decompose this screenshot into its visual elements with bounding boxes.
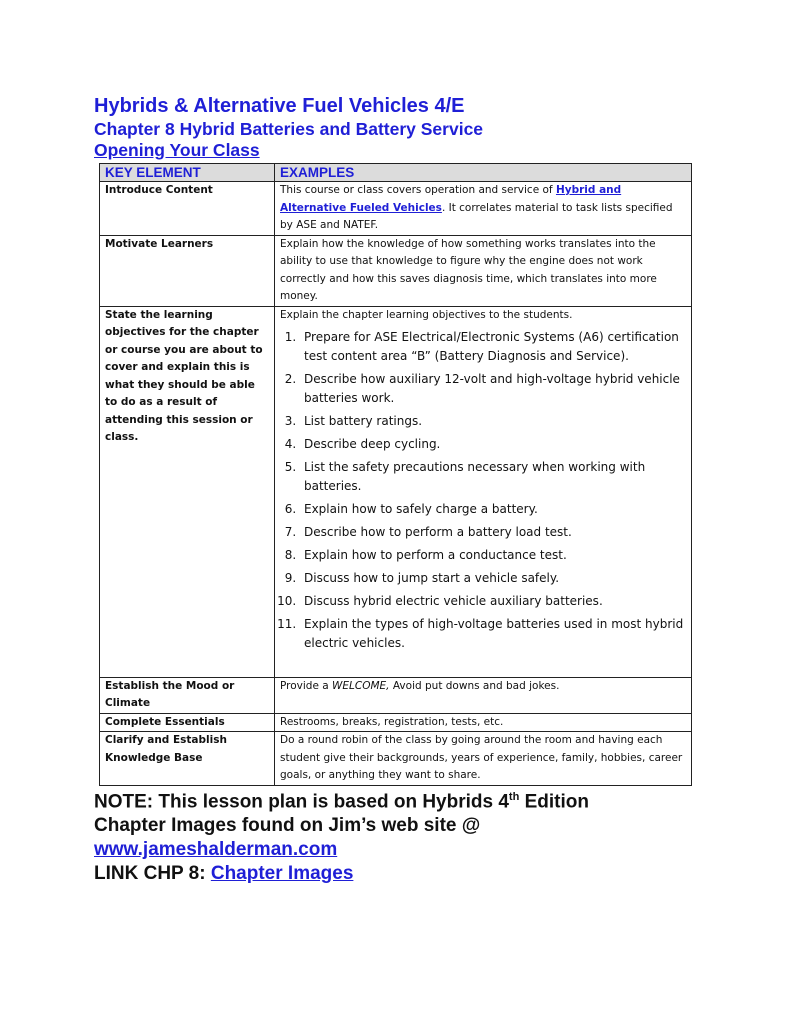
emphasis: WELCOME, <box>332 679 390 692</box>
row-example <box>275 182 692 236</box>
superscript: th <box>508 791 520 803</box>
text: This course or class covers operation and service of <box>280 184 556 196</box>
row-example <box>275 677 692 713</box>
list-item: 2. Describe how auxiliary 12-volt and high-voltage hybrid vehicle batteries work. <box>300 370 686 408</box>
section-title: Opening Your Class <box>94 140 260 160</box>
list-item: 7. Describe how to perform a battery load test. <box>300 523 686 542</box>
text: Avoid put downs and bad jokes. <box>389 679 560 692</box>
row-key: Complete Essentials <box>100 713 275 732</box>
row-key: Motivate Learners <box>100 235 275 306</box>
table-row <box>100 306 692 677</box>
list-item: 11. Explain the types of high-voltage batteries used in most hybrid electric vehicles. <box>300 615 686 653</box>
text: Edition <box>519 791 589 813</box>
objectives-intro: Explain the chapter learning objectives to the students. <box>280 308 573 321</box>
row-key: Clarify and Establish Knowledge Base <box>100 732 275 786</box>
table-row <box>100 732 692 786</box>
list-item: 10. Discuss hybrid electric vehicle auxiliary batteries. <box>300 592 686 611</box>
table-row <box>100 182 692 236</box>
table-row <box>100 713 692 732</box>
list-item: 9. Discuss how to jump start a vehicle safely. <box>300 569 686 588</box>
lesson-table <box>99 163 692 786</box>
row-example: Explain how the knowledge of how something works translates into the ability to use that knowledge to figure why the engine does not work correctly and how this saves diagnosis time, which translates into more money. <box>275 235 692 306</box>
header-examples: EXAMPLES <box>275 164 692 182</box>
list-item: 4. Describe deep cycling. <box>300 435 686 454</box>
hybrid-vehicles-link[interactable]: Hybrid and Alternative Fueled Vehicles <box>280 184 622 214</box>
note-line-2: Chapter Images found on Jim’s web site @ <box>94 815 481 837</box>
list-item: 3. List battery ratings. <box>300 412 686 431</box>
header-key-element: KEY ELEMENT <box>100 164 275 182</box>
text: . It correlates material to task lists specified by ASE and NATEF. <box>280 201 673 231</box>
row-key: State the learning objectives for the chapter or course you are about to cover and explain this is what they should be able to do as a result of attending this session or class. <box>100 306 275 677</box>
row-example: Restrooms, breaks, registration, tests, etc. <box>275 713 692 732</box>
objectives-list <box>280 328 686 653</box>
list-item: 6. Explain how to safely charge a battery. <box>300 500 686 519</box>
row-key: Introduce Content <box>100 182 275 236</box>
document-title: Hybrids & Alternative Fuel Vehicles 4/E <box>94 95 465 117</box>
chapter-images-link[interactable]: Chapter Images <box>210 863 354 885</box>
list-item: 8. Explain how to perform a conductance test. <box>300 546 686 565</box>
list-item: 5. List the safety precautions necessary when working with batteries. <box>300 458 686 496</box>
text: Provide a <box>280 679 333 692</box>
row-example: Do a round robin of the class by going around the room and having each student give their backgrounds, years of experience, family, hobbies, career goals, or anything they want to share. <box>275 732 692 786</box>
table-header-row <box>100 164 692 182</box>
table-row <box>100 677 692 713</box>
table-row <box>100 235 692 306</box>
website-link[interactable]: www.jameshalderman.com <box>94 839 338 861</box>
list-item: 1. Prepare for ASE Electrical/Electronic Systems (A6) certification test content area “B” (Battery Diagnosis and Service). <box>300 328 686 366</box>
note-line-1 <box>94 785 589 814</box>
row-example <box>275 306 692 677</box>
chapter-title: Chapter 8 Hybrid Batteries and Battery Service <box>94 119 484 139</box>
row-key: Establish the Mood or Climate <box>100 677 275 713</box>
text: NOTE: This lesson plan is based on Hybrids 4 <box>94 791 509 813</box>
link-label: LINK CHP 8: <box>94 863 211 885</box>
note-block <box>94 785 589 886</box>
